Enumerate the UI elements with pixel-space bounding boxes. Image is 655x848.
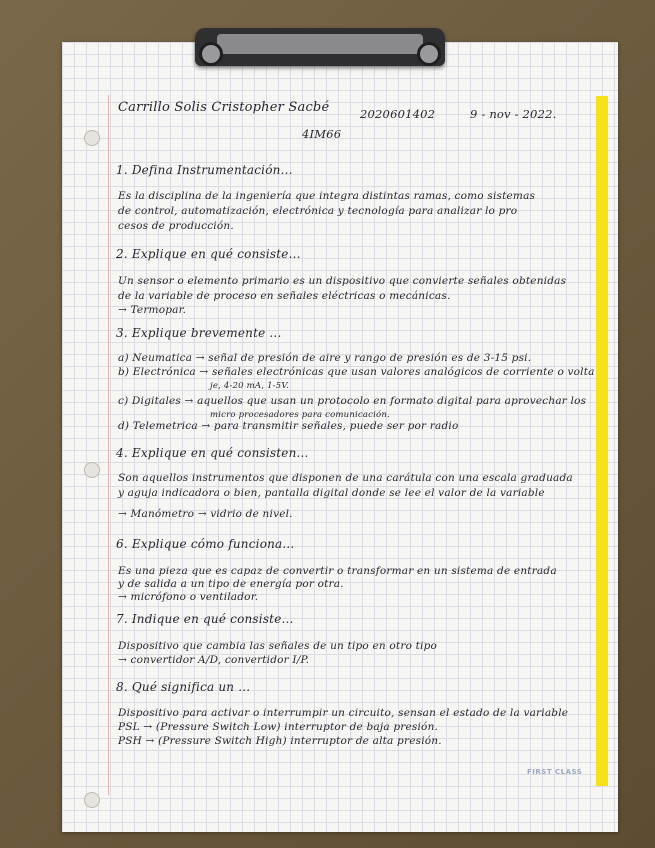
question-1-line: cesos de producción. — [118, 220, 234, 232]
question-4-title: 4. Explique en qué consisten... — [116, 446, 309, 460]
question-6-line: → micrófono o ventilador. — [118, 591, 259, 603]
question-7-title: 7. Indique en qué consiste... — [116, 612, 294, 626]
student-id: 2020601402 — [360, 107, 436, 121]
question-8-line: Dispositivo para activar o interrumpir un circuito, sensan el estado de la variable — [118, 707, 569, 719]
group: 4IM66 — [302, 127, 342, 141]
date: 9 - nov - 2022. — [470, 107, 557, 121]
question-3-title: 3. Explique brevemente ... — [116, 326, 282, 340]
student-name: Carrillo Solis Cristopher Sacbé — [118, 100, 330, 115]
question-6-line: y de salida a un tipo de energía por otra. — [118, 578, 344, 590]
question-8-line: PSL → (Pressure Switch Low) interruptor de baja presión. — [118, 721, 439, 733]
binder-hole-middle — [84, 462, 100, 478]
question-1-line: Es la disciplina de la ingeniería que integra distintas ramas, como sistemas — [118, 190, 536, 202]
question-2-line: → Termopar. — [118, 304, 187, 316]
question-4-line: y aguja indicadora o bien, pantalla digital donde se lee el valor de la variable — [118, 487, 545, 499]
question-3-line: a) Neumatica → señal de presión de aire y rango de presión es de 3-15 psi. — [118, 352, 532, 364]
question-1-title: 1. Defina Instrumentación... — [116, 163, 293, 177]
question-7-line: Dispositivo que cambia las señales de un tipo en otro tipo — [118, 640, 438, 652]
notebook-brand-logo: FIRST CLASS — [527, 768, 583, 776]
question-6-line: Es una pieza que es capaz de convertir o transformar en un sistema de entrada — [118, 565, 557, 577]
clip-plate — [217, 34, 423, 54]
binder-hole-bottom — [84, 792, 100, 808]
margin-line — [108, 95, 109, 795]
question-8-line: PSH → (Pressure Switch High) interruptor de alta presión. — [118, 735, 442, 747]
binder-hole-top — [84, 130, 100, 146]
question-3-line: b) Electrónica → señales electrónicas que usan valores analógicos de corriente o volta — [118, 366, 595, 378]
question-2-line: de la variable de proceso en señales eléctricas o mecánicas. — [118, 290, 451, 302]
question-3-line: d) Telemetrica → para transmitir señales, puede ser por radio — [118, 420, 459, 432]
yellow-edge-tab — [596, 96, 608, 786]
clipboard-clip — [195, 28, 445, 66]
question-3-line: micro procesadores para comunicación. — [210, 410, 390, 420]
question-1-line: de control, automatización, electrónica y tecnología para analizar lo pro — [118, 205, 518, 217]
clip-rivet-right — [417, 42, 441, 66]
clip-rivet-left — [199, 42, 223, 66]
question-3-line: je, 4-20 mA, 1-5V. — [210, 381, 290, 391]
question-4-line: Son aquellos instrumentos que disponen de una carátula con una escala graduada — [118, 472, 573, 484]
question-8-title: 8. Qué significa un ... — [116, 680, 251, 694]
question-7-line: → convertidor A/D, convertidor I/P. — [118, 654, 310, 666]
question-4-line: → Manómetro → vidrio de nivel. — [118, 508, 293, 520]
question-6-title: 6. Explique cómo funciona... — [116, 537, 295, 551]
question-2-line: Un sensor o elemento primario es un dispositivo que convierte señales obtenidas — [118, 275, 567, 287]
question-2-title: 2. Explique en qué consiste... — [116, 247, 301, 261]
question-3-line: c) Digitales → aquellos que usan un protocolo en formato digital para aprovechar los — [118, 395, 587, 407]
